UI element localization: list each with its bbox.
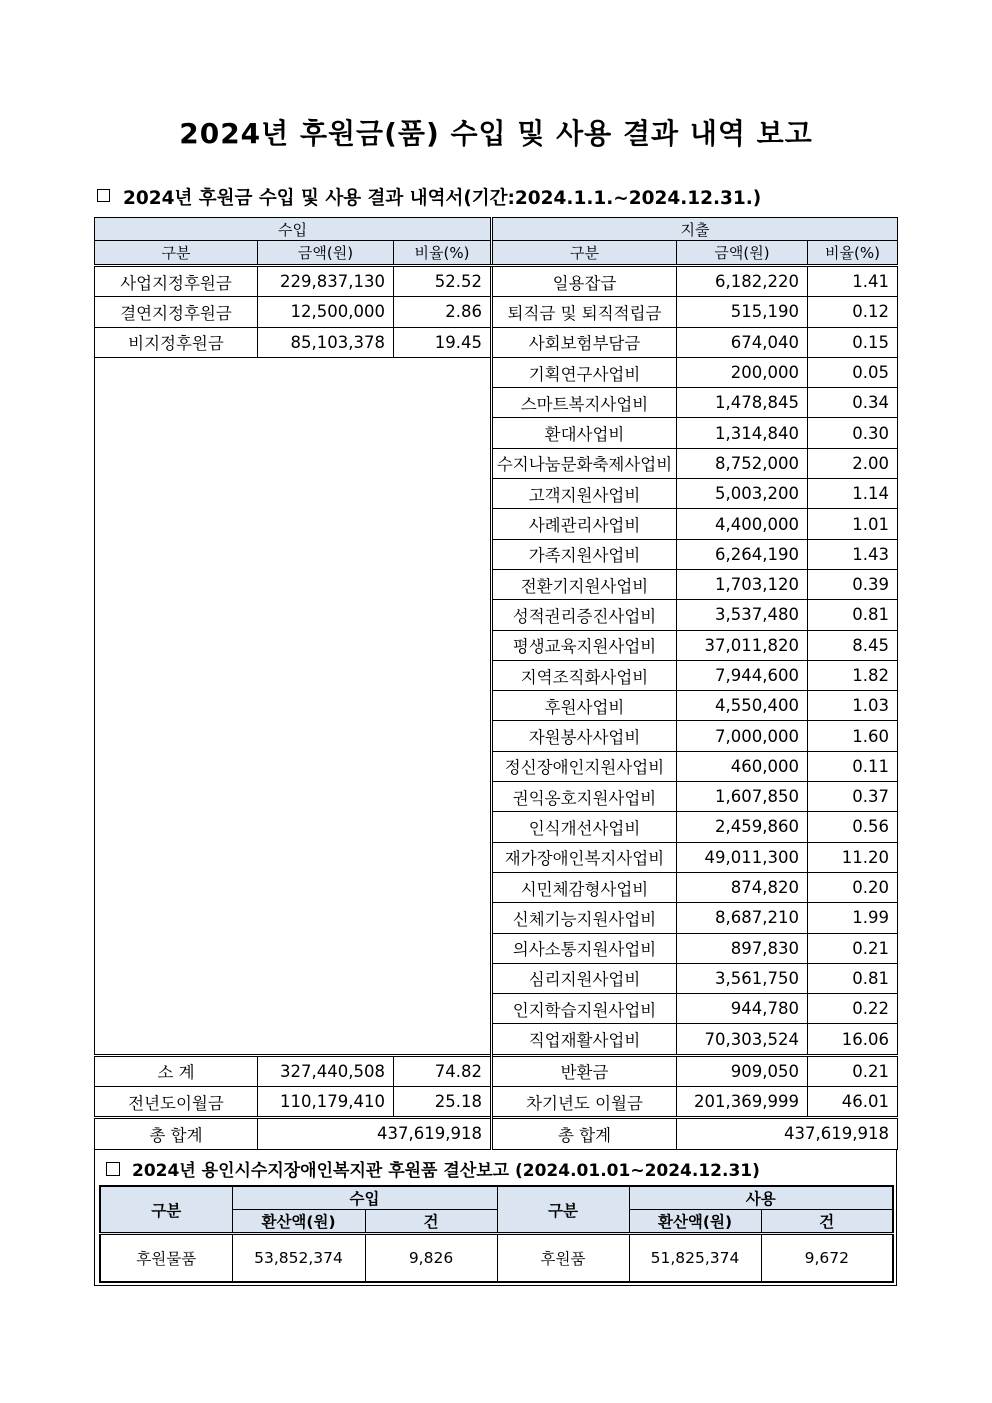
- goods-use-col-value: 환산액(원): [629, 1210, 761, 1234]
- expense-row-amount: 7,000,000: [677, 721, 808, 751]
- donation-goods-section: [94, 1150, 897, 1286]
- goods-col-category: 구분: [100, 1186, 232, 1234]
- expense-row-label: 사례관리사업비: [492, 509, 677, 539]
- expense-row-label: 환대사업비: [492, 418, 677, 448]
- expense-refund-label: 반환금: [492, 1055, 677, 1086]
- expense-row-amount: 6,182,220: [677, 266, 808, 297]
- expense-row-ratio: 1.99: [808, 903, 898, 933]
- expense-row-label: 정신장애인지원사업비: [492, 751, 677, 781]
- goods-income-count: 9,826: [365, 1234, 497, 1283]
- checkbox-square-icon: [97, 189, 110, 202]
- goods-header-row: [100, 1186, 893, 1210]
- expense-row-amount: 6,264,190: [677, 539, 808, 569]
- table-column-header-row: [95, 241, 898, 266]
- expense-row-label: 성적권리증진사업비: [492, 600, 677, 630]
- expense-row-label: 재가장애인복지사업비: [492, 842, 677, 872]
- expense-row-label: 자원봉사사업비: [492, 721, 677, 751]
- table-row: [95, 327, 898, 357]
- goods-use-count: 9,672: [761, 1234, 893, 1283]
- expense-total-label: 총 합계: [492, 1118, 677, 1149]
- expense-carryover-ratio: 46.01: [808, 1087, 898, 1118]
- expense-row-ratio: 0.05: [808, 357, 898, 387]
- expense-row-ratio: 0.22: [808, 994, 898, 1024]
- expense-row-label: 전환기지원사업비: [492, 569, 677, 599]
- expense-row-label: 권익옹호지원사업비: [492, 782, 677, 812]
- expense-refund-amount: 909,050: [677, 1055, 808, 1086]
- expense-row-label: 수지나눔문화축제사업비: [492, 448, 677, 478]
- expense-row-ratio: 0.20: [808, 872, 898, 902]
- expense-row-amount: 3,561,750: [677, 963, 808, 993]
- donation-goods-table: [99, 1185, 894, 1283]
- expense-row-label: 후원사업비: [492, 691, 677, 721]
- goods-income-label: 후원물품: [100, 1234, 232, 1283]
- expense-row-label: 고객지원사업비: [492, 479, 677, 509]
- table-group-header-row: [95, 218, 898, 241]
- expense-row-amount: 944,780: [677, 994, 808, 1024]
- expense-row-ratio: 1.43: [808, 539, 898, 569]
- expense-carryover-amount: 201,369,999: [677, 1087, 808, 1118]
- income-total-amount: 437,619,918: [258, 1118, 492, 1149]
- table-row: [95, 1087, 898, 1118]
- expense-row-amount: 2,459,860: [677, 812, 808, 842]
- goods-income-header: 수입: [232, 1186, 497, 1210]
- expense-row-ratio: 1.60: [808, 721, 898, 751]
- expense-refund-ratio: 0.21: [808, 1055, 898, 1086]
- expense-row-amount: 460,000: [677, 751, 808, 781]
- expense-row-label: 직업재활사업비: [492, 1024, 677, 1055]
- checkbox-square-icon: [106, 1162, 120, 1176]
- expense-row-label: 의사소통지원사업비: [492, 933, 677, 963]
- expense-row-ratio: 0.56: [808, 812, 898, 842]
- table-row: [95, 297, 898, 327]
- expense-row-amount: 515,190: [677, 297, 808, 327]
- income-col-amount: 금액(원): [258, 241, 394, 266]
- expense-row-label: 인식개선사업비: [492, 812, 677, 842]
- goods-use-value: 51,825,374: [629, 1234, 761, 1283]
- section-1-heading-text: 2024년 후원금 수입 및 사용 결과 내역서(기간:2024.1.1.~2024.12.31.): [123, 188, 762, 209]
- expense-row-label: 사회보험부담금: [492, 327, 677, 357]
- income-row-ratio: 19.45: [394, 327, 492, 357]
- goods-use-header: 사용: [629, 1186, 893, 1210]
- expense-col-ratio: 비율(%): [808, 241, 898, 266]
- total-row: [95, 1118, 898, 1149]
- income-row-label: 결연지정후원금: [95, 297, 258, 327]
- expense-row-label: 일용잡급: [492, 266, 677, 297]
- goods-value-row: [100, 1234, 893, 1283]
- expense-row-amount: 4,550,400: [677, 691, 808, 721]
- expense-row-amount: 7,944,600: [677, 660, 808, 690]
- income-col-ratio: 비율(%): [394, 241, 492, 266]
- expense-row-label: 신체기능지원사업비: [492, 903, 677, 933]
- income-carryover-ratio: 25.18: [394, 1087, 492, 1118]
- expense-row-ratio: 1.41: [808, 266, 898, 297]
- expense-row-ratio: 11.20: [808, 842, 898, 872]
- expense-row-amount: 1,703,120: [677, 569, 808, 599]
- income-subtotal-ratio: 74.82: [394, 1055, 492, 1086]
- expense-row-label: 가족지원사업비: [492, 539, 677, 569]
- section-1-heading: [97, 184, 761, 210]
- expense-header: 지출: [492, 218, 898, 241]
- expense-carryover-label: 차기년도 이월금: [492, 1087, 677, 1118]
- section-2-heading-text: 2024년 용인시수지장애인복지관 후원품 결산보고 (2024.01.01~2024.12.31): [132, 1161, 760, 1181]
- expense-row-ratio: 0.15: [808, 327, 898, 357]
- expense-row-ratio: 0.12: [808, 297, 898, 327]
- table-row: [95, 266, 898, 297]
- expense-row-amount: 5,003,200: [677, 479, 808, 509]
- expense-row-ratio: 8.45: [808, 630, 898, 660]
- goods-use-label: 후원품: [497, 1234, 629, 1283]
- expense-row-amount: 49,011,300: [677, 842, 808, 872]
- expense-row-ratio: 0.37: [808, 782, 898, 812]
- expense-row-label: 스마트복지사업비: [492, 388, 677, 418]
- expense-row-ratio: 1.82: [808, 660, 898, 690]
- expense-total-amount: 437,619,918: [677, 1118, 898, 1149]
- expense-row-ratio: 1.14: [808, 479, 898, 509]
- income-row-ratio: 52.52: [394, 266, 492, 297]
- expense-row-amount: 70,303,524: [677, 1024, 808, 1055]
- page-title: 2024년 후원금(품) 수입 및 사용 결과 내역 보고: [179, 117, 813, 150]
- expense-row-ratio: 0.81: [808, 600, 898, 630]
- expense-row-amount: 4,400,000: [677, 509, 808, 539]
- income-carryover-label: 전년도이월금: [95, 1087, 258, 1118]
- expense-col-category: 구분: [492, 241, 677, 266]
- income-empty-area: [95, 357, 492, 1055]
- income-subtotal-label: 소 계: [95, 1055, 258, 1086]
- goods-income-col-count: 건: [365, 1210, 497, 1234]
- income-expense-table: [94, 217, 898, 1150]
- expense-row-label: 평생교육지원사업비: [492, 630, 677, 660]
- income-row-label: 비지정후원금: [95, 327, 258, 357]
- expense-row-label: 지역조직화사업비: [492, 660, 677, 690]
- expense-row-ratio: 0.39: [808, 569, 898, 599]
- income-row-amount: 85,103,378: [258, 327, 394, 357]
- expense-row-amount: 1,314,840: [677, 418, 808, 448]
- expense-row-ratio: 2.00: [808, 448, 898, 478]
- expense-row-amount: 3,537,480: [677, 600, 808, 630]
- expense-col-amount: 금액(원): [677, 241, 808, 266]
- expense-row-amount: 200,000: [677, 357, 808, 387]
- income-header: 수입: [95, 218, 492, 241]
- table-row: [95, 1055, 898, 1086]
- expense-row-ratio: 0.34: [808, 388, 898, 418]
- expense-row-amount: 1,478,845: [677, 388, 808, 418]
- goods-use-col-count: 건: [761, 1210, 893, 1234]
- income-row-amount: 12,500,000: [258, 297, 394, 327]
- expense-row-amount: 874,820: [677, 872, 808, 902]
- table-row: [95, 357, 898, 387]
- expense-row-amount: 37,011,820: [677, 630, 808, 660]
- expense-row-ratio: 0.81: [808, 963, 898, 993]
- expense-row-amount: 897,830: [677, 933, 808, 963]
- expense-row-amount: 8,687,210: [677, 903, 808, 933]
- expense-row-ratio: 1.03: [808, 691, 898, 721]
- expense-row-ratio: 0.30: [808, 418, 898, 448]
- expense-row-label: 시민체감형사업비: [492, 872, 677, 902]
- section-2-heading: [106, 1156, 760, 1181]
- expense-row-amount: 674,040: [677, 327, 808, 357]
- expense-row-label: 퇴직금 및 퇴직적립금: [492, 297, 677, 327]
- goods-col-category-2: 구분: [497, 1186, 629, 1234]
- income-row-label: 사업지정후원금: [95, 266, 258, 297]
- income-total-label: 총 합계: [95, 1118, 258, 1149]
- goods-income-col-value: 환산액(원): [232, 1210, 365, 1234]
- income-row-amount: 229,837,130: [258, 266, 394, 297]
- expense-row-ratio: 16.06: [808, 1024, 898, 1055]
- expense-row-ratio: 0.11: [808, 751, 898, 781]
- income-carryover-amount: 110,179,410: [258, 1087, 394, 1118]
- expense-row-label: 기획연구사업비: [492, 357, 677, 387]
- income-col-category: 구분: [95, 241, 258, 266]
- expense-row-ratio: 1.01: [808, 509, 898, 539]
- expense-row-ratio: 0.21: [808, 933, 898, 963]
- expense-row-label: 인지학습지원사업비: [492, 994, 677, 1024]
- expense-row-amount: 1,607,850: [677, 782, 808, 812]
- goods-income-value: 53,852,374: [232, 1234, 365, 1283]
- expense-row-label: 심리지원사업비: [492, 963, 677, 993]
- expense-row-amount: 8,752,000: [677, 448, 808, 478]
- income-subtotal-amount: 327,440,508: [258, 1055, 394, 1086]
- income-row-ratio: 2.86: [394, 297, 492, 327]
